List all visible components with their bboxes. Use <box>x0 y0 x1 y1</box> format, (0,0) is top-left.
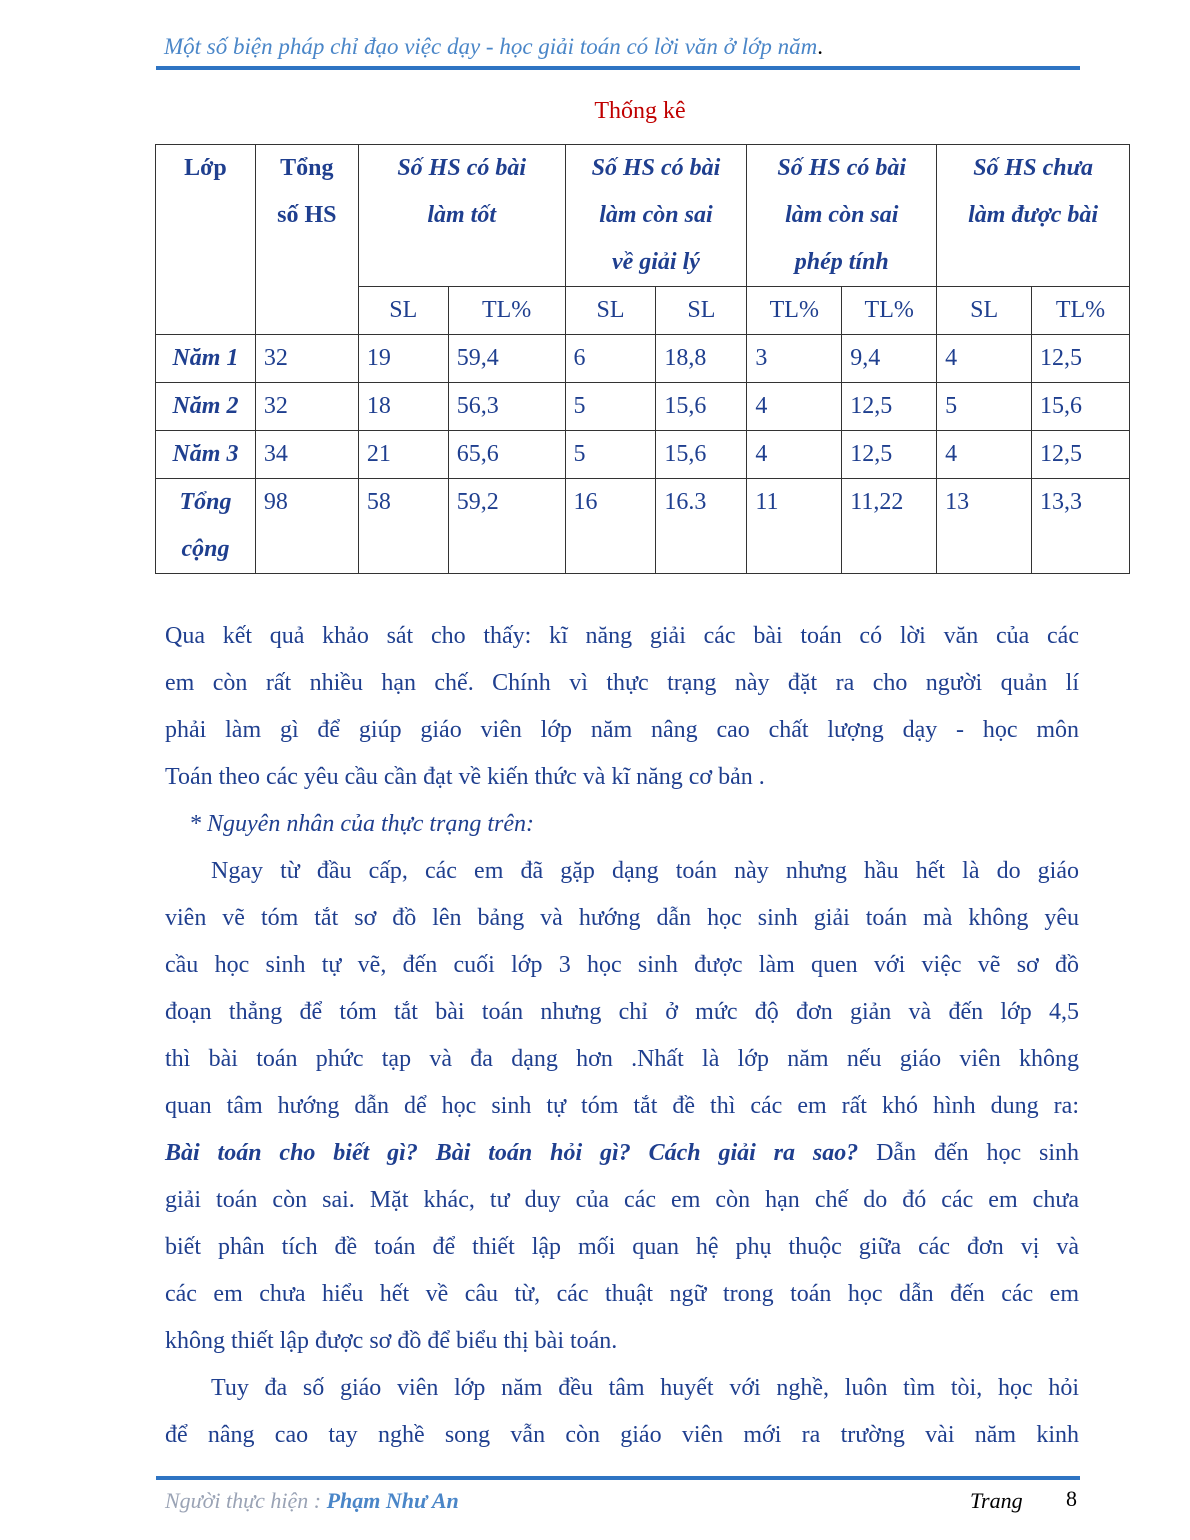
table-cell: 5 <box>937 383 1032 431</box>
table-total-row <box>156 479 1130 574</box>
table-cell: 15,6 <box>656 383 747 431</box>
paragraph-line: biết phân tích đề toán để thiết lập mối quan hệ phụ thuộc giữa các đơn vị và <box>165 1234 1079 1260</box>
paragraph-line: đoạn thẳng để tóm tắt bài toán nhưng chỉ ở mức độ đơn giản và đến lớp 4,5 <box>165 999 1079 1025</box>
table-row <box>156 383 1130 431</box>
table-cell: 6 <box>565 335 656 383</box>
table-cell: 18 <box>358 383 448 431</box>
row-label: Năm 1 <box>156 335 256 383</box>
table-cell: 16.3 <box>656 479 747 574</box>
header-rule <box>156 66 1080 70</box>
table-cell: 12,5 <box>842 431 937 479</box>
page-header-title: Một số biện pháp chỉ đạo việc dạy - học giải toán có lời văn ở lớp năm. <box>164 34 823 59</box>
table-cell: 18,8 <box>656 335 747 383</box>
paragraph-line: Qua kết quả khảo sát cho thấy: kĩ năng giải các bài toán có lời văn của các <box>165 623 1079 649</box>
table-row <box>156 335 1130 383</box>
paragraph-line: các em chưa hiểu hết về câu từ, các thuật ngữ trong toán học dẫn đến các em <box>165 1281 1079 1307</box>
emphasis-questions: Bài toán cho biết gì? Bài toán hỏi gì? Cách giải ra sao? <box>165 1140 859 1166</box>
table-header-row <box>156 145 1130 287</box>
paragraph-line: để nâng cao tay nghề song vẫn còn giáo viên mới ra trường vài năm kinh <box>165 1422 1079 1448</box>
cause-heading: * Nguyên nhân của thực trạng trên: <box>189 811 535 837</box>
row-label: Năm 2 <box>156 383 256 431</box>
subheader-cell: SL <box>656 287 747 335</box>
author-name: Phạm Như An <box>326 1488 459 1513</box>
header-tong-so-hs: Tổng số HS <box>255 145 358 335</box>
paragraph-line: quan tâm hướng dẫn dể học sinh tự tóm tắt đề thì các em rất khó hình dung ra: <box>165 1093 1079 1119</box>
table-cell: 4 <box>747 431 842 479</box>
table-cell: 65,6 <box>448 431 565 479</box>
table-cell: 12,5 <box>1032 335 1130 383</box>
table-cell: 11 <box>747 479 842 574</box>
table-cell: 16 <box>565 479 656 574</box>
table-cell: 58 <box>358 479 448 574</box>
table-row <box>156 431 1130 479</box>
paragraph-line: giải toán còn sai. Mặt khác, tư duy của các em còn hạn chế do đó các em chưa <box>165 1187 1079 1213</box>
subheader-cell: TL% <box>1032 287 1130 335</box>
header-lop: Lớp <box>156 145 256 335</box>
table-cell: 19 <box>358 335 448 383</box>
footer-rule <box>156 1476 1080 1480</box>
header-sai-phep-tinh: Số HS có bài làm còn sai phép tính <box>747 145 937 287</box>
paragraph-line: cầu học sinh tự vẽ, đến cuối lớp 3 học sinh được làm quen với việc vẽ sơ đồ <box>165 952 1079 978</box>
table-cell: 59,4 <box>448 335 565 383</box>
page-label: Trang <box>970 1488 1023 1513</box>
table-cell: 98 <box>255 479 358 574</box>
header-lam-tot: Số HS có bài làm tốt <box>358 145 565 287</box>
stats-table <box>155 144 1130 574</box>
paragraph-line: viên vẽ tóm tắt sơ đồ lên bảng và hướng dẫn học sinh giải toán mà không yêu <box>165 905 1079 931</box>
table-cell: 12,5 <box>842 383 937 431</box>
body-text <box>165 613 1079 1459</box>
subheader-cell: SL <box>937 287 1032 335</box>
paragraph-line: thì bài toán phức tạp và đa dạng hơn .Nhất là lớp năm nếu giáo viên không <box>165 1046 1079 1072</box>
table-cell: 56,3 <box>448 383 565 431</box>
table-cell: 5 <box>565 431 656 479</box>
stats-caption: Thống kê <box>594 98 686 124</box>
paragraph-line: phải làm gì để giúp giáo viên lớp năm nâng cao chất lượng dạy - học môn <box>165 717 1079 743</box>
total-label: Tổng cộng <box>156 479 256 574</box>
table-cell: 4 <box>937 431 1032 479</box>
table-cell: 13,3 <box>1032 479 1130 574</box>
header-sai-giai-ly: Số HS có bài làm còn sai về giải lý <box>565 145 747 287</box>
subheader-cell: SL <box>565 287 656 335</box>
table-cell: 15,6 <box>1032 383 1130 431</box>
table-cell: 32 <box>255 335 358 383</box>
table-cell: 34 <box>255 431 358 479</box>
table-cell: 4 <box>937 335 1032 383</box>
table-cell: 59,2 <box>448 479 565 574</box>
paragraph-line: Bài toán cho biết gì? Bài toán hỏi gì? Cách giải ra sao? Dẫn đến học sinh <box>165 1140 1080 1166</box>
table-cell: 3 <box>747 335 842 383</box>
table-cell: 21 <box>358 431 448 479</box>
paragraph-line: em còn rất nhiều hạn chế. Chính vì thực trạng này đặt ra cho người quản lí <box>165 670 1079 696</box>
table-cell: 11,22 <box>842 479 937 574</box>
table-cell: 4 <box>747 383 842 431</box>
table-cell: 12,5 <box>1032 431 1130 479</box>
subheader-cell: SL <box>358 287 448 335</box>
table-cell: 13 <box>937 479 1032 574</box>
table-cell: 32 <box>255 383 358 431</box>
table-cell: 9,4 <box>842 335 937 383</box>
table-cell: 15,6 <box>656 431 747 479</box>
subheader-cell: TL% <box>448 287 565 335</box>
paragraph-line: Toán theo các yêu cầu cần đạt về kiến thức và kĩ năng cơ bản . <box>165 764 765 790</box>
paragraph-line: Tuy đa số giáo viên lớp năm đều tâm huyết với nghề, luôn tìm tòi, học hỏi <box>211 1375 1079 1401</box>
subheader-cell: TL% <box>747 287 842 335</box>
page-number: 8 <box>1066 1486 1077 1511</box>
paragraph-line: không thiết lập được sơ đồ để biểu thị bài toán. <box>165 1328 618 1354</box>
row-label: Năm 3 <box>156 431 256 479</box>
header-chua-lam-duoc: Số HS chưa làm được bài <box>937 145 1130 287</box>
footer-author: Người thực hiện : Phạm Như An <box>165 1488 459 1513</box>
subheader-cell: TL% <box>842 287 937 335</box>
paragraph-line: Ngay từ đầu cấp, các em đã gặp dạng toán này nhưng hầu hết là do giáo <box>211 858 1079 884</box>
table-cell: 5 <box>565 383 656 431</box>
